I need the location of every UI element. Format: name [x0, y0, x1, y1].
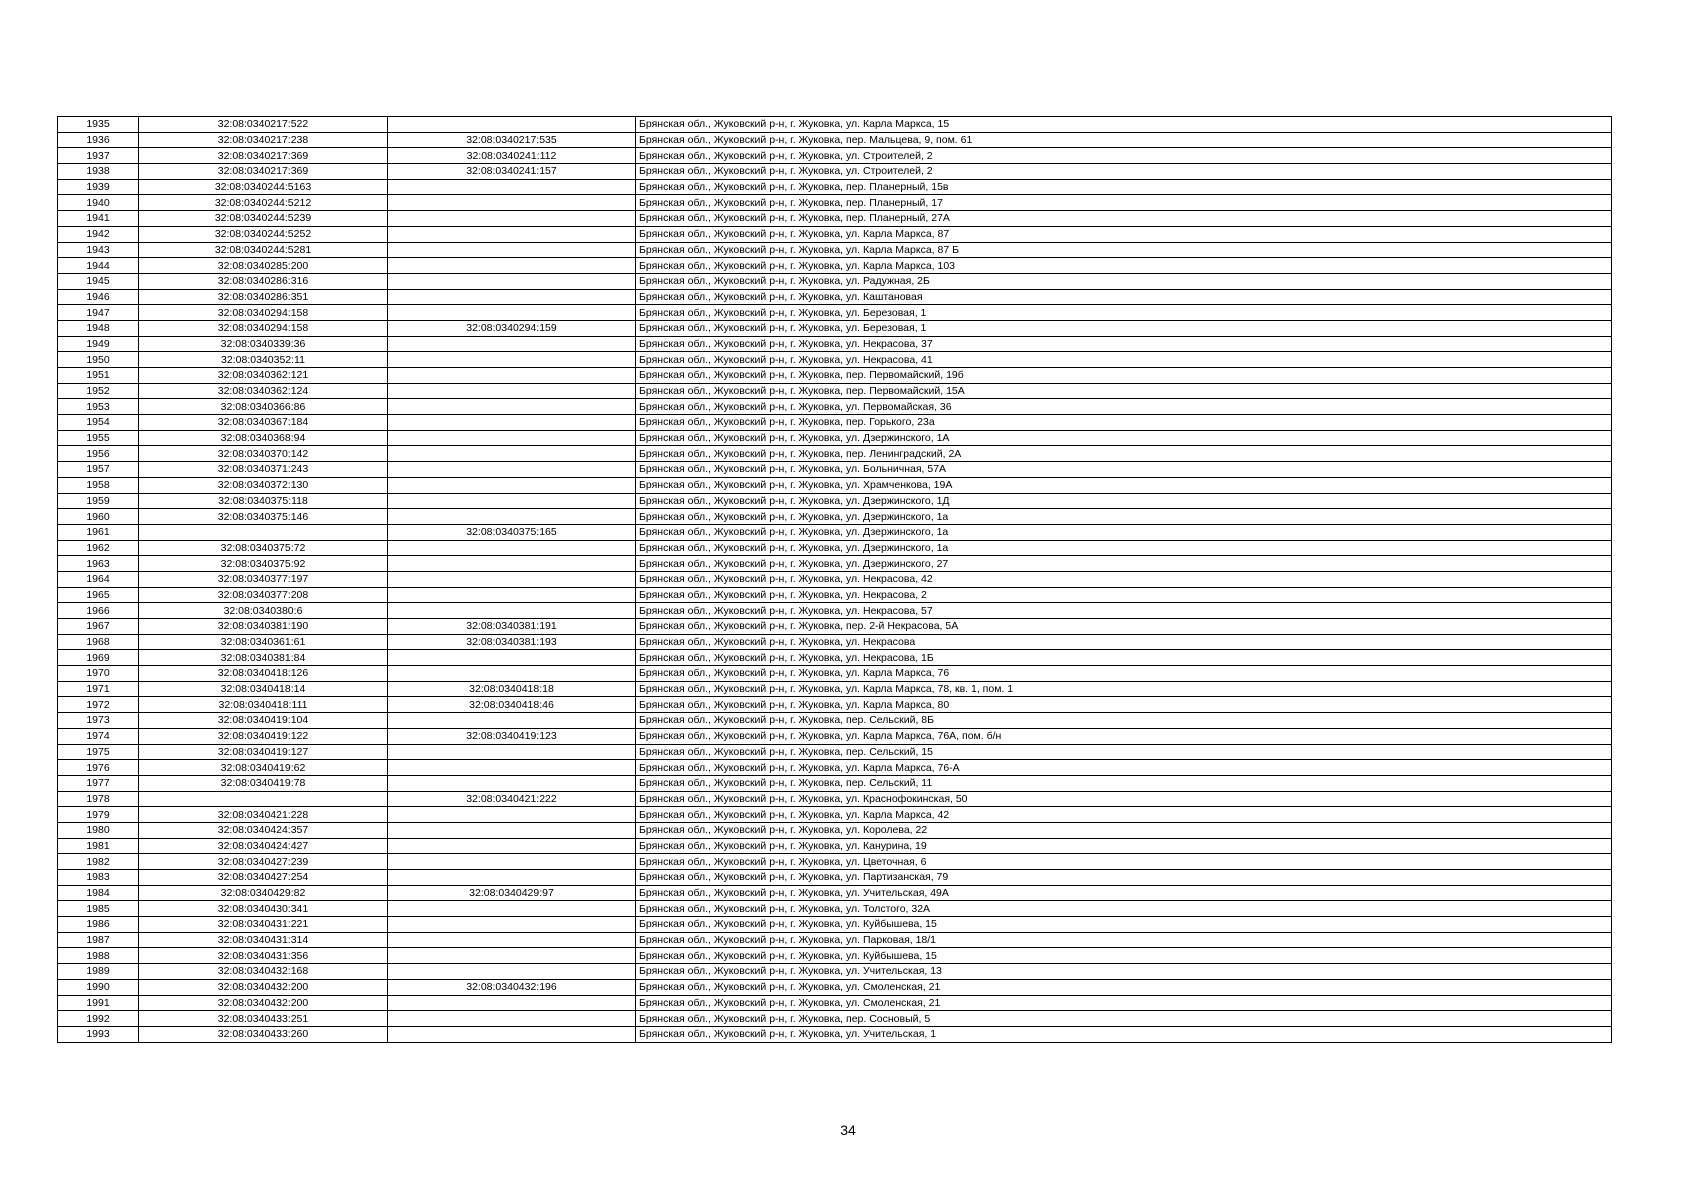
related-cadastral-number-cell	[388, 603, 636, 619]
related-cadastral-number-cell	[388, 415, 636, 431]
related-cadastral-number-cell: 32:08:0340381:191	[388, 619, 636, 635]
cadastral-number-cell: 32:08:0340380:6	[139, 603, 388, 619]
cadastral-number-cell: 32:08:0340427:239	[139, 854, 388, 870]
row-number-cell: 1967	[58, 619, 139, 635]
address-cell: Брянская обл., Жуковский р-н, г. Жуковка, пер. Ленинградский, 2А	[636, 446, 1612, 462]
table-row	[58, 352, 1612, 368]
related-cadastral-number-cell	[388, 1026, 636, 1042]
address-cell: Брянская обл., Жуковский р-н, г. Жуковка, ул. Смоленская, 21	[636, 979, 1612, 995]
address-cell: Брянская обл., Жуковский р-н, г. Жуковка, ул. Смоленская, 21	[636, 995, 1612, 1011]
address-cell: Брянская обл., Жуковский р-н, г. Жуковка, ул. Каштановая	[636, 289, 1612, 305]
cadastral-number-cell: 32:08:0340431:221	[139, 917, 388, 933]
row-number-cell: 1943	[58, 242, 139, 258]
table-row	[58, 885, 1612, 901]
cadastral-number-cell	[139, 524, 388, 540]
cadastral-number-cell: 32:08:0340244:5163	[139, 179, 388, 195]
related-cadastral-number-cell	[388, 195, 636, 211]
address-cell: Брянская обл., Жуковский р-н, г. Жуковка, ул. Куйбышева, 15	[636, 917, 1612, 933]
related-cadastral-number-cell	[388, 556, 636, 572]
row-number-cell: 1977	[58, 775, 139, 791]
address-cell: Брянская обл., Жуковский р-н, г. Жуковка, ул. Королева, 22	[636, 822, 1612, 838]
table-row	[58, 587, 1612, 603]
cadastral-number-cell: 32:08:0340430:341	[139, 901, 388, 917]
cadastral-number-cell: 32:08:0340427:254	[139, 870, 388, 886]
row-number-cell: 1968	[58, 634, 139, 650]
related-cadastral-number-cell: 32:08:0340418:46	[388, 697, 636, 713]
address-cell: Брянская обл., Жуковский р-н, г. Жуковка, ул. Карла Маркса, 87 Б	[636, 242, 1612, 258]
table-row	[58, 368, 1612, 384]
table-row	[58, 462, 1612, 478]
related-cadastral-number-cell	[388, 226, 636, 242]
address-cell: Брянская обл., Жуковский р-н, г. Жуковка, пер. Планерный, 15в	[636, 179, 1612, 195]
row-number-cell: 1939	[58, 179, 139, 195]
table-row	[58, 556, 1612, 572]
cadastral-number-cell: 32:08:0340419:78	[139, 775, 388, 791]
table-row	[58, 336, 1612, 352]
cadastral-number-cell: 32:08:0340419:122	[139, 728, 388, 744]
table-row	[58, 603, 1612, 619]
row-number-cell: 1986	[58, 917, 139, 933]
address-cell: Брянская обл., Жуковский р-н, г. Жуковка, ул. Некрасова, 42	[636, 571, 1612, 587]
address-cell: Брянская обл., Жуковский р-н, г. Жуковка, ул. Учительская, 1	[636, 1026, 1612, 1042]
row-number-cell: 1987	[58, 932, 139, 948]
address-cell: Брянская обл., Жуковский р-н, г. Жуковка, ул. Березовая, 1	[636, 320, 1612, 336]
table-row	[58, 917, 1612, 933]
cadastral-number-cell: 32:08:0340375:146	[139, 509, 388, 525]
address-cell: Брянская обл., Жуковский р-н, г. Жуковка, ул. Карла Маркса, 76А, пом. б/н	[636, 728, 1612, 744]
row-number-cell: 1938	[58, 164, 139, 180]
row-number-cell: 1951	[58, 368, 139, 384]
cadastral-number-cell: 32:08:0340362:124	[139, 383, 388, 399]
cadastral-number-cell: 32:08:0340244:5239	[139, 211, 388, 227]
table-row	[58, 540, 1612, 556]
address-cell: Брянская обл., Жуковский р-н, г. Жуковка, ул. Дзержинского, 1Д	[636, 493, 1612, 509]
address-cell: Брянская обл., Жуковский р-н, г. Жуковка, ул. Дзержинского, 1а	[636, 540, 1612, 556]
related-cadastral-number-cell	[388, 477, 636, 493]
table-row	[58, 728, 1612, 744]
table-row	[58, 383, 1612, 399]
related-cadastral-number-cell	[388, 305, 636, 321]
address-cell: Брянская обл., Жуковский р-н, г. Жуковка, ул. Карла Маркса, 76	[636, 666, 1612, 682]
related-cadastral-number-cell	[388, 901, 636, 917]
cadastral-number-cell: 32:08:0340419:127	[139, 744, 388, 760]
cadastral-number-cell: 32:08:0340381:84	[139, 650, 388, 666]
cadastral-number-cell: 32:08:0340432:168	[139, 964, 388, 980]
table-row	[58, 964, 1612, 980]
table-row	[58, 1026, 1612, 1042]
related-cadastral-number-cell	[388, 352, 636, 368]
table-row	[58, 226, 1612, 242]
table-row	[58, 446, 1612, 462]
related-cadastral-number-cell	[388, 258, 636, 274]
address-cell: Брянская обл., Жуковский р-н, г. Жуковка, ул. Карла Маркса, 87	[636, 226, 1612, 242]
related-cadastral-number-cell	[388, 368, 636, 384]
table-row	[58, 273, 1612, 289]
related-cadastral-number-cell	[388, 1011, 636, 1027]
address-cell: Брянская обл., Жуковский р-н, г. Жуковка, ул. Цветочная, 6	[636, 854, 1612, 870]
table-row	[58, 289, 1612, 305]
related-cadastral-number-cell	[388, 571, 636, 587]
address-cell: Брянская обл., Жуковский р-н, г. Жуковка, пер. Горького, 23а	[636, 415, 1612, 431]
row-number-cell: 1936	[58, 132, 139, 148]
related-cadastral-number-cell	[388, 446, 636, 462]
row-number-cell: 1937	[58, 148, 139, 164]
row-number-cell: 1992	[58, 1011, 139, 1027]
cadastral-number-cell: 32:08:0340368:94	[139, 430, 388, 446]
cadastral-number-cell: 32:08:0340217:369	[139, 148, 388, 164]
address-cell: Брянская обл., Жуковский р-н, г. Жуковка, ул. Дзержинского, 1а	[636, 509, 1612, 525]
address-cell: Брянская обл., Жуковский р-н, г. Жуковка, ул. Храмченкова, 19А	[636, 477, 1612, 493]
row-number-cell: 1978	[58, 791, 139, 807]
row-number-cell: 1981	[58, 838, 139, 854]
row-number-cell: 1974	[58, 728, 139, 744]
address-cell: Брянская обл., Жуковский р-н, г. Жуковка, пер. Сельский, 11	[636, 775, 1612, 791]
address-cell: Брянская обл., Жуковский р-н, г. Жуковка, ул. Карла Маркса, 76-А	[636, 760, 1612, 776]
related-cadastral-number-cell	[388, 540, 636, 556]
page-number: 34	[840, 1122, 856, 1138]
cadastral-number-cell: 32:08:0340418:14	[139, 681, 388, 697]
address-cell: Брянская обл., Жуковский р-н, г. Жуковка, ул. Строителей, 2	[636, 164, 1612, 180]
address-cell: Брянская обл., Жуковский р-н, г. Жуковка, ул. Куйбышева, 15	[636, 948, 1612, 964]
row-number-cell: 1970	[58, 666, 139, 682]
related-cadastral-number-cell	[388, 964, 636, 980]
table-row	[58, 650, 1612, 666]
cadastral-number-cell: 32:08:0340431:314	[139, 932, 388, 948]
table-row	[58, 179, 1612, 195]
related-cadastral-number-cell	[388, 948, 636, 964]
related-cadastral-number-cell	[388, 854, 636, 870]
related-cadastral-number-cell: 32:08:0340381:193	[388, 634, 636, 650]
related-cadastral-number-cell	[388, 430, 636, 446]
address-cell: Брянская обл., Жуковский р-н, г. Жуковка, пер. Мальцева, 9, пом. 61	[636, 132, 1612, 148]
row-number-cell: 1950	[58, 352, 139, 368]
address-cell: Брянская обл., Жуковский р-н, г. Жуковка, пер. Сосновый, 5	[636, 1011, 1612, 1027]
cadastral-number-cell: 32:08:0340431:356	[139, 948, 388, 964]
table-row	[58, 775, 1612, 791]
related-cadastral-number-cell	[388, 336, 636, 352]
related-cadastral-number-cell	[388, 744, 636, 760]
related-cadastral-number-cell	[388, 117, 636, 133]
cadastral-number-cell: 32:08:0340367:184	[139, 415, 388, 431]
address-cell: Брянская обл., Жуковский р-н, г. Жуковка, ул. Березовая, 1	[636, 305, 1612, 321]
cadastral-number-cell: 32:08:0340418:126	[139, 666, 388, 682]
cadastral-number-cell: 32:08:0340432:200	[139, 979, 388, 995]
related-cadastral-number-cell: 32:08:0340429:97	[388, 885, 636, 901]
related-cadastral-number-cell: 32:08:0340375:165	[388, 524, 636, 540]
related-cadastral-number-cell	[388, 838, 636, 854]
row-number-cell: 1952	[58, 383, 139, 399]
cadastral-number-cell: 32:08:0340421:228	[139, 807, 388, 823]
related-cadastral-number-cell	[388, 211, 636, 227]
address-cell: Брянская обл., Жуковский р-н, г. Жуковка, ул. Дзержинского, 1а	[636, 524, 1612, 540]
related-cadastral-number-cell	[388, 179, 636, 195]
address-cell: Брянская обл., Жуковский р-н, г. Жуковка, пер. Первомайский, 19б	[636, 368, 1612, 384]
table-row	[58, 634, 1612, 650]
row-number-cell: 1976	[58, 760, 139, 776]
related-cadastral-number-cell	[388, 650, 636, 666]
row-number-cell: 1958	[58, 477, 139, 493]
row-number-cell: 1971	[58, 681, 139, 697]
cadastral-number-cell: 32:08:0340362:121	[139, 368, 388, 384]
row-number-cell: 1947	[58, 305, 139, 321]
row-number-cell: 1960	[58, 509, 139, 525]
cadastral-number-cell: 32:08:0340429:82	[139, 885, 388, 901]
table-row	[58, 697, 1612, 713]
row-number-cell: 1982	[58, 854, 139, 870]
address-cell: Брянская обл., Жуковский р-н, г. Жуковка, пер. Первомайский, 15А	[636, 383, 1612, 399]
row-number-cell: 1984	[58, 885, 139, 901]
address-cell: Брянская обл., Жуковский р-н, г. Жуковка, ул. Радужная, 2Б	[636, 273, 1612, 289]
cadastral-number-cell: 32:08:0340375:118	[139, 493, 388, 509]
table-row	[58, 838, 1612, 854]
related-cadastral-number-cell: 32:08:0340418:18	[388, 681, 636, 697]
cadastral-number-cell: 32:08:0340294:158	[139, 320, 388, 336]
related-cadastral-number-cell	[388, 995, 636, 1011]
cadastral-number-cell: 32:08:0340244:5281	[139, 242, 388, 258]
row-number-cell: 1954	[58, 415, 139, 431]
address-cell: Брянская обл., Жуковский р-н, г. Жуковка, ул. Учительская, 13	[636, 964, 1612, 980]
related-cadastral-number-cell	[388, 932, 636, 948]
cadastral-number-cell: 32:08:0340370:142	[139, 446, 388, 462]
table-row	[58, 242, 1612, 258]
cadastral-number-cell: 32:08:0340294:158	[139, 305, 388, 321]
row-number-cell: 1993	[58, 1026, 139, 1042]
table-row	[58, 430, 1612, 446]
related-cadastral-number-cell: 32:08:0340419:123	[388, 728, 636, 744]
table-row	[58, 117, 1612, 133]
related-cadastral-number-cell: 32:08:0340421:222	[388, 791, 636, 807]
address-cell: Брянская обл., Жуковский р-н, г. Жуковка, пер. Планерный, 27А	[636, 211, 1612, 227]
row-number-cell: 1946	[58, 289, 139, 305]
address-cell: Брянская обл., Жуковский р-н, г. Жуковка, пер. Сельский, 15	[636, 744, 1612, 760]
related-cadastral-number-cell	[388, 587, 636, 603]
cadastral-number-cell: 32:08:0340371:243	[139, 462, 388, 478]
related-cadastral-number-cell	[388, 822, 636, 838]
address-cell: Брянская обл., Жуковский р-н, г. Жуковка, пер. Сельский, 8Б	[636, 713, 1612, 729]
related-cadastral-number-cell	[388, 509, 636, 525]
address-cell: Брянская обл., Жуковский р-н, г. Жуковка, ул. Некрасова, 2	[636, 587, 1612, 603]
table-row	[58, 681, 1612, 697]
row-number-cell: 1957	[58, 462, 139, 478]
address-cell: Брянская обл., Жуковский р-н, г. Жуковка, ул. Больничная, 57А	[636, 462, 1612, 478]
row-number-cell: 1990	[58, 979, 139, 995]
address-cell: Брянская обл., Жуковский р-н, г. Жуковка, ул. Карла Маркса, 15	[636, 117, 1612, 133]
related-cadastral-number-cell	[388, 666, 636, 682]
related-cadastral-number-cell	[388, 775, 636, 791]
registry-table	[57, 116, 1612, 1043]
table-row	[58, 305, 1612, 321]
table-row	[58, 164, 1612, 180]
table-row	[58, 948, 1612, 964]
cadastral-number-cell: 32:08:0340433:251	[139, 1011, 388, 1027]
table-row	[58, 713, 1612, 729]
table-row	[58, 509, 1612, 525]
cadastral-number-cell: 32:08:0340352:11	[139, 352, 388, 368]
table-row	[58, 995, 1612, 1011]
address-cell: Брянская обл., Жуковский р-н, г. Жуковка, ул. Некрасова, 1Б	[636, 650, 1612, 666]
address-cell: Брянская обл., Жуковский р-н, г. Жуковка, ул. Партизанская, 79	[636, 870, 1612, 886]
related-cadastral-number-cell	[388, 383, 636, 399]
cadastral-number-cell: 32:08:0340375:92	[139, 556, 388, 572]
cadastral-number-cell: 32:08:0340381:190	[139, 619, 388, 635]
table-row	[58, 320, 1612, 336]
address-cell: Брянская обл., Жуковский р-н, г. Жуковка, ул. Некрасова	[636, 634, 1612, 650]
table-row	[58, 666, 1612, 682]
related-cadastral-number-cell	[388, 242, 636, 258]
cadastral-number-cell: 32:08:0340418:111	[139, 697, 388, 713]
row-number-cell: 1956	[58, 446, 139, 462]
cadastral-number-cell: 32:08:0340286:316	[139, 273, 388, 289]
row-number-cell: 1940	[58, 195, 139, 211]
row-number-cell: 1983	[58, 870, 139, 886]
row-number-cell: 1989	[58, 964, 139, 980]
row-number-cell: 1963	[58, 556, 139, 572]
address-cell: Брянская обл., Жуковский р-н, г. Жуковка, ул. Первомайская, 36	[636, 399, 1612, 415]
address-cell: Брянская обл., Жуковский р-н, г. Жуковка, ул. Толстого, 32А	[636, 901, 1612, 917]
cadastral-number-cell: 32:08:0340377:208	[139, 587, 388, 603]
address-cell: Брянская обл., Жуковский р-н, г. Жуковка, пер. 2-й Некрасова, 5А	[636, 619, 1612, 635]
table-row	[58, 1011, 1612, 1027]
row-number-cell: 1959	[58, 493, 139, 509]
cadastral-number-cell: 32:08:0340432:200	[139, 995, 388, 1011]
row-number-cell: 1972	[58, 697, 139, 713]
address-cell: Брянская обл., Жуковский р-н, г. Жуковка, ул. Карла Маркса, 103	[636, 258, 1612, 274]
cadastral-number-cell: 32:08:0340361:61	[139, 634, 388, 650]
table-row	[58, 854, 1612, 870]
table-row	[58, 415, 1612, 431]
row-number-cell: 1948	[58, 320, 139, 336]
cadastral-number-cell: 32:08:0340424:357	[139, 822, 388, 838]
table-row	[58, 571, 1612, 587]
related-cadastral-number-cell	[388, 870, 636, 886]
cadastral-number-cell: 32:08:0340217:238	[139, 132, 388, 148]
row-number-cell: 1991	[58, 995, 139, 1011]
related-cadastral-number-cell	[388, 289, 636, 305]
address-cell: Брянская обл., Жуковский р-н, г. Жуковка, ул. Некрасова, 57	[636, 603, 1612, 619]
cadastral-number-cell: 32:08:0340217:369	[139, 164, 388, 180]
related-cadastral-number-cell: 32:08:0340241:157	[388, 164, 636, 180]
row-number-cell: 1949	[58, 336, 139, 352]
table-row	[58, 132, 1612, 148]
table-row	[58, 870, 1612, 886]
cadastral-number-cell: 32:08:0340286:351	[139, 289, 388, 305]
cadastral-number-cell: 32:08:0340424:427	[139, 838, 388, 854]
cadastral-number-cell: 32:08:0340339:36	[139, 336, 388, 352]
related-cadastral-number-cell: 32:08:0340241:112	[388, 148, 636, 164]
table-row	[58, 744, 1612, 760]
row-number-cell: 1975	[58, 744, 139, 760]
cadastral-number-cell: 32:08:0340217:522	[139, 117, 388, 133]
table-row	[58, 195, 1612, 211]
row-number-cell: 1944	[58, 258, 139, 274]
row-number-cell: 1962	[58, 540, 139, 556]
address-cell: Брянская обл., Жуковский р-н, г. Жуковка, ул. Некрасова, 37	[636, 336, 1612, 352]
table-row	[58, 477, 1612, 493]
cadastral-number-cell: 32:08:0340244:5252	[139, 226, 388, 242]
cadastral-number-cell: 32:08:0340285:200	[139, 258, 388, 274]
row-number-cell: 1961	[58, 524, 139, 540]
related-cadastral-number-cell	[388, 917, 636, 933]
row-number-cell: 1953	[58, 399, 139, 415]
table-row	[58, 258, 1612, 274]
table-row	[58, 399, 1612, 415]
table-row	[58, 619, 1612, 635]
row-number-cell: 1964	[58, 571, 139, 587]
table-row	[58, 932, 1612, 948]
related-cadastral-number-cell: 32:08:0340432:196	[388, 979, 636, 995]
table-row	[58, 791, 1612, 807]
related-cadastral-number-cell	[388, 399, 636, 415]
address-cell: Брянская обл., Жуковский р-н, г. Жуковка, ул. Дзержинского, 27	[636, 556, 1612, 572]
cadastral-number-cell: 32:08:0340419:104	[139, 713, 388, 729]
cadastral-number-cell: 32:08:0340419:62	[139, 760, 388, 776]
row-number-cell: 1955	[58, 430, 139, 446]
address-cell: Брянская обл., Жуковский р-н, г. Жуковка, ул. Строителей, 2	[636, 148, 1612, 164]
table-row	[58, 760, 1612, 776]
cadastral-number-cell: 32:08:0340375:72	[139, 540, 388, 556]
cadastral-number-cell: 32:08:0340372:130	[139, 477, 388, 493]
address-cell: Брянская обл., Жуковский р-н, г. Жуковка, ул. Карла Маркса, 80	[636, 697, 1612, 713]
address-cell: Брянская обл., Жуковский р-н, г. Жуковка, ул. Канурина, 19	[636, 838, 1612, 854]
registry-table-body	[58, 117, 1612, 1043]
row-number-cell: 1969	[58, 650, 139, 666]
related-cadastral-number-cell: 32:08:0340217:535	[388, 132, 636, 148]
table-row	[58, 979, 1612, 995]
cadastral-number-cell: 32:08:0340433:260	[139, 1026, 388, 1042]
address-cell: Брянская обл., Жуковский р-н, г. Жуковка, ул. Дзержинского, 1А	[636, 430, 1612, 446]
row-number-cell: 1965	[58, 587, 139, 603]
address-cell: Брянская обл., Жуковский р-н, г. Жуковка, ул. Карла Маркса, 78, кв. 1, пом. 1	[636, 681, 1612, 697]
cadastral-number-cell: 32:08:0340366:86	[139, 399, 388, 415]
address-cell: Брянская обл., Жуковский р-н, г. Жуковка, пер. Планерный, 17	[636, 195, 1612, 211]
row-number-cell: 1988	[58, 948, 139, 964]
table-row	[58, 524, 1612, 540]
row-number-cell: 1979	[58, 807, 139, 823]
table-row	[58, 901, 1612, 917]
cadastral-number-cell: 32:08:0340377:197	[139, 571, 388, 587]
row-number-cell: 1945	[58, 273, 139, 289]
address-cell: Брянская обл., Жуковский р-н, г. Жуковка, ул. Краснофокинская, 50	[636, 791, 1612, 807]
related-cadastral-number-cell	[388, 760, 636, 776]
address-cell: Брянская обл., Жуковский р-н, г. Жуковка, ул. Парковая, 18/1	[636, 932, 1612, 948]
table-row	[58, 807, 1612, 823]
row-number-cell: 1985	[58, 901, 139, 917]
row-number-cell: 1942	[58, 226, 139, 242]
table-row	[58, 493, 1612, 509]
table-row	[58, 822, 1612, 838]
cadastral-number-cell: 32:08:0340244:5212	[139, 195, 388, 211]
related-cadastral-number-cell: 32:08:0340294:159	[388, 320, 636, 336]
related-cadastral-number-cell	[388, 493, 636, 509]
related-cadastral-number-cell	[388, 713, 636, 729]
address-cell: Брянская обл., Жуковский р-н, г. Жуковка, ул. Учительская, 49А	[636, 885, 1612, 901]
table-row	[58, 148, 1612, 164]
address-cell: Брянская обл., Жуковский р-н, г. Жуковка, ул. Некрасова, 41	[636, 352, 1612, 368]
row-number-cell: 1973	[58, 713, 139, 729]
row-number-cell: 1941	[58, 211, 139, 227]
related-cadastral-number-cell	[388, 462, 636, 478]
related-cadastral-number-cell	[388, 273, 636, 289]
table-row	[58, 211, 1612, 227]
cadastral-number-cell	[139, 791, 388, 807]
related-cadastral-number-cell	[388, 807, 636, 823]
row-number-cell: 1935	[58, 117, 139, 133]
address-cell: Брянская обл., Жуковский р-н, г. Жуковка, ул. Карла Маркса, 42	[636, 807, 1612, 823]
row-number-cell: 1966	[58, 603, 139, 619]
row-number-cell: 1980	[58, 822, 139, 838]
